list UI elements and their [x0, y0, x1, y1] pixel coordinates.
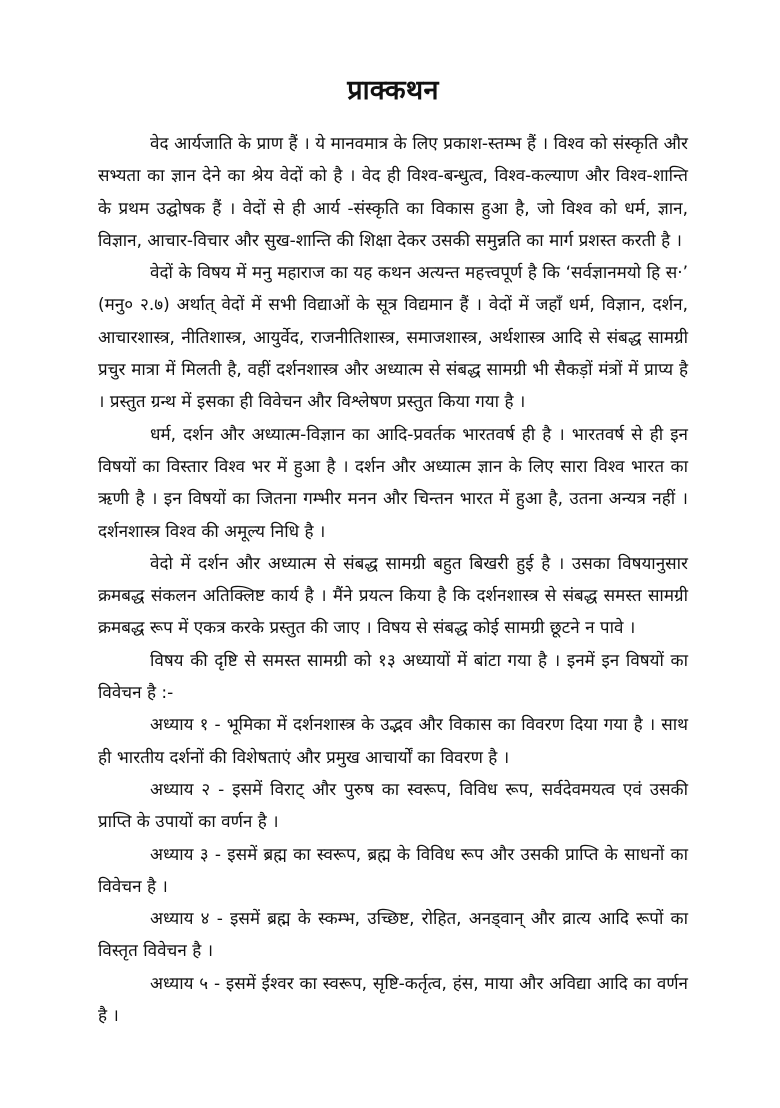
- paragraph-bharatvarsh: धर्म, दर्शन और अध्यात्म-विज्ञान का आदि-प्रवर्तक भारतवर्ष ही है । भारतवर्ष से ही इन विषयों का विस्तार विश्व भर में हुआ है । दर्शन और अध्यात्म ज्ञान के लिए सारा विश्व भारत का ऋणी है । इन विषयों का जितना गम्भीर मनन और चिन्तन भारत में हुआ है, उतना अन्यत्र नहीं । दर्शनशास्त्र विश्व की अमूल्य निधि है ।: [98, 424, 688, 542]
- paragraph-chapter-4: अध्याय ४ - इसमें ब्रह्म के स्कम्भ, उच्छिष्ट, रोहित, अनड्वान् और व्रात्य आदि रूपों का विस्तृत विवेचन है ।: [98, 909, 688, 962]
- page-title: प्राक्कथन: [347, 75, 439, 106]
- body-text: [98, 128, 688, 1032]
- paragraph-chapters-overview: विषय की दृष्टि से समस्त सामग्री को १३ अध्यायों में बांटा गया है । इनमें इन विषयों का विवेचन है :-: [98, 650, 688, 704]
- paragraph-intro: वेद आर्यजाति के प्राण हैं । ये मानवमात्र के लिए प्रकाश-स्तम्भ हैं । विश्व को संस्कृति और सभ्यता का ज्ञान देने का श्रेय वेदों को है । वेद ही विश्व-बन्धुत्व, विश्व-कल्याण और विश्व-शान्ति के प्रथम उद्घोषक हैं । वेदों से ही आर्य -संस्कृति का विकास हुआ है, जो विश्व को धर्म, ज्ञान, विज्ञान, आचार-विचार और सुख-शान्ति की शिक्षा देकर उसकी समुन्नति का मार्ग प्रशस्त करती है ।: [98, 134, 688, 251]
- paragraph-chapter-2: अध्याय २ - इसमें विराट् और पुरुष का स्वरूप, विविध रूप, सर्वदेवमयत्व एवं उसकी प्राप्ति के उपायों का वर्णन है ।: [98, 779, 688, 833]
- paragraph-manu-quote: वेदों के विषय में मनु महाराज का यह कथन अत्यन्त महत्त्वपूर्ण है कि ‘सर्वज्ञानमयो हि स·’ (मनु० २.७) अर्थात् वेदों में सभी विद्याओं के सूत्र विद्यमान हैं । वेदों में जहाँ धर्म, विज्ञान, दर्शन, आचारशास्त्र, नीतिशास्त्र, आयुर्वेद, राजनीतिशास्त्र, समाजशास्त्र, अर्थशास्त्र आदि से संबद्ध सामग्री प्रचुर मात्रा में मिलती है, वहीं दर्शनशास्त्र और अध्यात्म से संबद्ध सामग्री भी सैकड़ों मंत्रों में प्राप्य है । प्रस्तुत ग्रन्थ में इसका ही विवेचन और विश्लेषण प्रस्तुत किया गया है ।: [98, 263, 688, 413]
- paragraph-chapter-3: अध्याय ३ - इसमें ब्रह्म का स्वरूप, ब्रह्म के विविध रूप और उसकी प्राप्ति के साधनों का विवेचन है ।: [98, 844, 688, 897]
- paragraph-compilation: वेदो में दर्शन और अध्यात्म से संबद्ध सामग्री बहुत बिखरी हुई है । उसका विषयानुसार क्रमबद्ध संकलन अतिक्लिष्ट कार्य है । मैंने प्रयत्न किया है कि दर्शनशास्त्र से संबद्ध समस्त सामग्री क्रमबद्ध रूप में एकत्र करके प्रस्तुत की जाए । विषय से संबद्ध कोई सामग्री छूटने न पावे ।: [98, 553, 688, 639]
- paragraph-chapter-1: अध्याय १ - भूमिका में दर्शनशास्त्र के उद्भव और विकास का विवरण दिया गया है । साथ ही भारतीय दर्शनों की विशेषताएं और प्रमुख आचार्यों का विवरण है ।: [98, 715, 688, 768]
- paragraph-chapter-5: अध्याय ५ - इसमें ईश्वर का स्वरूप, सृष्टि-कर्तृत्व, हंस, माया और अविद्या आदि का वर्णन है ।: [98, 973, 688, 1027]
